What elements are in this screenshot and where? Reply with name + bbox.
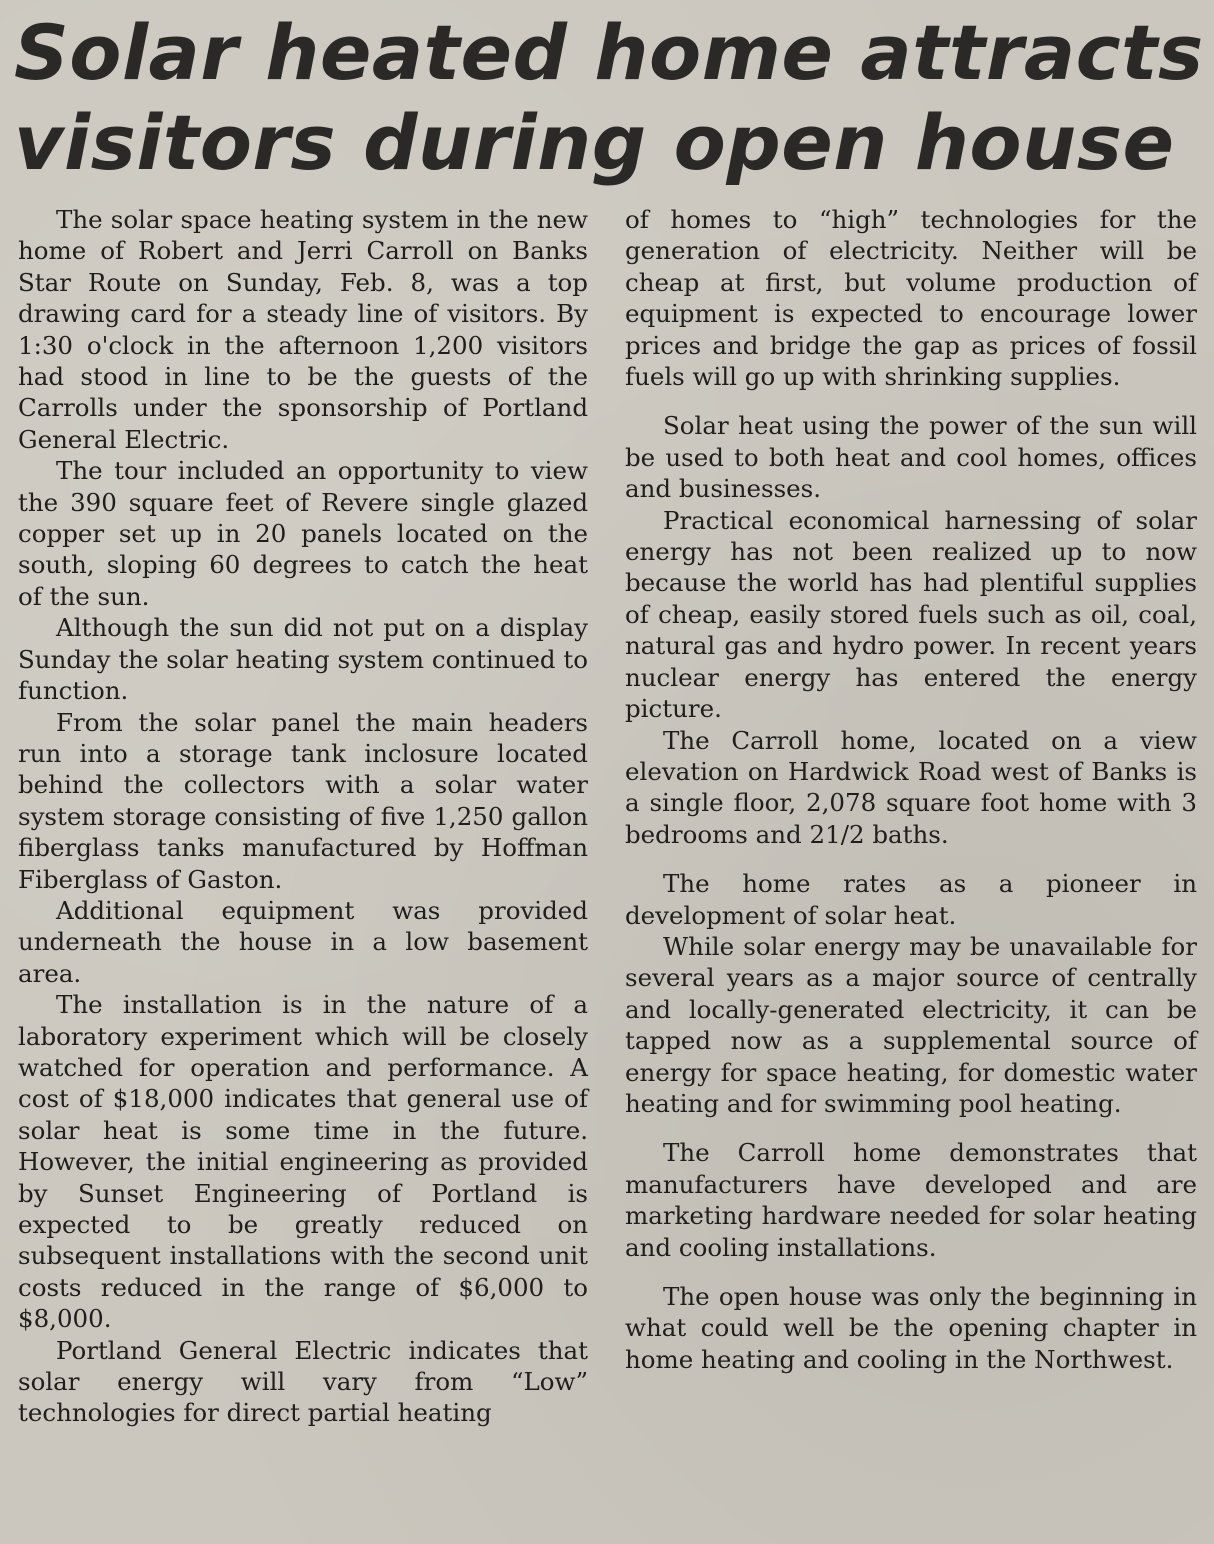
paragraph: The installation is in the nature of a laboratory experiment which will be closely watched for operation and performance. A cost of $18,000 indicates that general use of solar heat is some time in the future. However, the initial engineering as provided by Sunset Engineering of Portland is expected to be greatly reduced on subsequent installations with the second unit costs reduced in the range of $6,000 to $8,000. [18,990,588,1334]
paragraph: While solar energy may be unavailable for several years as a major source of centrally and locally-generated electricity, it can be tapped now as a supplemental source of energy for space heating, for domestic water heating and for swimming pool heating. [625,931,1197,1118]
paragraph: Additional equipment was provided underneath the house in a low basement area. [18,895,588,988]
paragraph: From the solar panel the main headers run into a storage tank inclosure located behind the collectors with a solar water system storage consisting of five 1,250 gallon fiberglass tanks manufactured by Hoffman Fiberglass of Gaston. [18,707,588,894]
paragraph: Portland General Electric indicates that solar energy will vary from “Low” technologies for direct partial heating [18,1335,588,1428]
paragraph: Although the sun did not put on a display Sunday the solar heating system continued to function. [18,613,588,706]
paragraph: Solar heat using the power of the sun will be used to both heat and cool homes, offices and businesses. [625,411,1197,504]
paragraph: The home rates as a pioneer in development of solar heat. [625,869,1197,930]
headline [14,8,1204,188]
right-column [625,204,1197,1375]
headline-line-1: Solar heated home attracts [14,8,1204,97]
left-column [18,204,588,1429]
headline-line-2: visitors during open house [14,98,1175,187]
paragraph: The open house was only the beginning in what could well be the opening chapter in home heating and cooling in the Northwest. [625,1282,1197,1374]
paragraph-continued: of homes to “high” technologies for the generation of electricity. Neither will be cheap at first, but volume production of equipment is expected to encourage lower prices and bridge the gap as prices of fossil fuels will go up with shrinking supplies. [625,205,1197,392]
paragraph: The tour included an opportunity to view the 390 square feet of Revere single glazed copper set up in 20 panels located on the south, sloping 60 degrees to catch the heat of the sun. [18,456,588,611]
paragraph: Practical economical harnessing of solar energy has not been realized up to now because the world has had plentiful supplies of cheap, easily stored fuels such as oil, coal, natural gas and hydro power. In recent years nuclear energy has entered the energy picture. [625,505,1197,724]
paragraph: The solar space heating system in the new home of Robert and Jerri Carroll on Banks Star Route on Sunday, Feb. 8, was a top drawing card for a steady line of visitors. By 1:30 o'clock in the afternoon 1,200 visitors had stood in line to be the guests of the Carrolls under the sponsorship of Portland General Electric. [18,205,588,454]
paragraph: The Carroll home demonstrates that manufacturers have developed and are marketing hardware needed for solar heating and cooling installations. [625,1138,1197,1262]
paragraph: The Carroll home, located on a view elevation on Hardwick Road west of Banks is a single floor, 2,078 square foot home with 3 bedrooms and 21/2 baths. [625,725,1197,849]
